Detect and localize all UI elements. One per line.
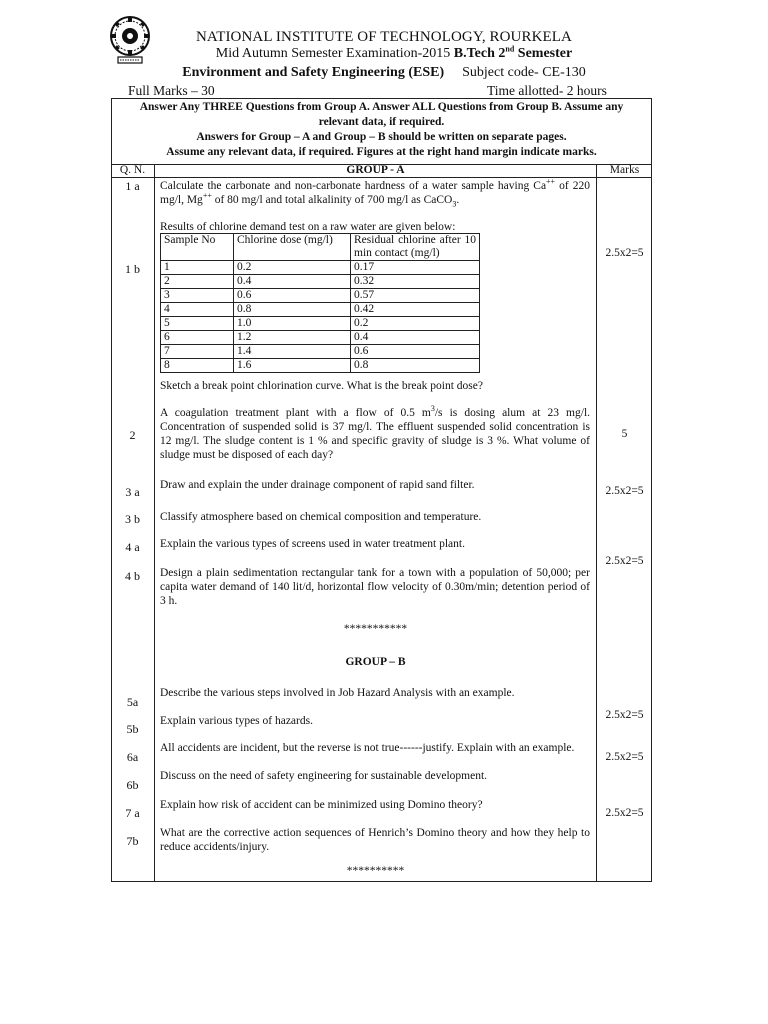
- table-row: 5 1.0 0.2: [161, 317, 480, 331]
- table-row: 2 0.4 0.32: [161, 275, 480, 289]
- table-header-cell: Chlorine dose (mg/l): [234, 234, 351, 261]
- column-divider: [596, 164, 597, 882]
- question-number: 1 b: [125, 262, 140, 276]
- subject-code: Subject code- CE-130: [462, 65, 586, 80]
- question-5b-text: Explain various types of hazards.: [160, 715, 313, 727]
- question-3a-text: Draw and explain the under drainage component of rapid sand filter.: [160, 479, 475, 491]
- question-number: 6b: [126, 778, 139, 792]
- marks-value: 5: [621, 428, 628, 440]
- table-row: 8 1.6 0.8: [161, 359, 480, 373]
- question-1a-text: Calculate the carbonate and non-carbonate hardness of a water sample having Ca++ of 220 mg/l, Mg++ of 80 mg/l and total alkalinity of 700 mg/l as CaCO$_3$.: [160, 177, 590, 209]
- table-row: 6 1.2 0.4: [161, 331, 480, 345]
- question-3b-text: Classify atmosphere based on chemical composition and temperature.: [160, 511, 482, 523]
- end-separator-stars: **********: [346, 865, 405, 877]
- question-number: 5b: [126, 722, 139, 736]
- marks-value: 2.5x2=5: [605, 247, 644, 259]
- question-4b-text: Design a plain sedimentation rectangular tank for a town with a population of 50,000; per capita water demand of 140 lit/d, horizontal flow velocity of 0.30m/min; detention period of 3 h.: [160, 567, 590, 607]
- question-number: 5a: [126, 695, 139, 709]
- group-a-heading: GROUP - A: [346, 164, 405, 176]
- question-number: 1 a: [125, 179, 140, 193]
- question-number: 4 a: [125, 540, 140, 554]
- question-5a-text: Describe the various steps involved in Job Hazard Analysis with an example.: [160, 687, 515, 699]
- question-2-text: A coagulation treatment plant with a flow of 0.5 $m^3/s$ is dosing alum at 23 mg/l. Concentration of suspended solid is 37 mg/l. The effluent suspended solid concentration is 12 mg/l. The sludge content is 1 % and specific gravity of sludge is 3 %. What volume of sludge must be disposed of each day?: [160, 404, 591, 461]
- question-number: 2: [129, 428, 136, 442]
- table-row: 3 0.6 0.57: [161, 289, 480, 303]
- marks-value: 2.5x2=5: [605, 709, 644, 721]
- chlorine-demand-table: [160, 233, 480, 373]
- column-header-marks: Marks: [609, 164, 640, 176]
- question-6a-text: All accidents are incident, but the reverse is not true------justify. Explain with an example.: [160, 742, 575, 754]
- table-header-cell: Sample No: [161, 234, 234, 261]
- question-4a-text: Explain the various types of screens used in water treatment plant.: [160, 538, 465, 550]
- marks-value: 2.5x2=5: [605, 555, 644, 567]
- table-header-row: [161, 234, 480, 261]
- group-b-heading: GROUP – B: [345, 656, 406, 668]
- exam-title: Mid Autumn Semester Examination-2015 B.Tech 2nd Semester: [215, 44, 573, 61]
- marks-value: 2.5x2=5: [605, 485, 644, 497]
- institute-name: NATIONAL INSTITUTE OF TECHNOLOGY, ROURKELA: [196, 29, 572, 45]
- question-number: 6a: [126, 750, 139, 764]
- question-number: 3 a: [125, 485, 140, 499]
- full-marks: Full Marks – 30: [128, 83, 215, 98]
- separator-stars: ***********: [343, 623, 408, 635]
- marks-value: 2.5x2=5: [605, 807, 644, 819]
- subject-line: Environment and Safety Engineering (ESE) Subject code- CE-130: [182, 65, 586, 80]
- column-header-qn: Q. N.: [119, 164, 146, 176]
- question-7b-text: What are the corrective action sequences of Henrich’s Domino theory and how they help to reduce accidents/injury.: [160, 827, 590, 853]
- question-number: 7 a: [125, 806, 140, 820]
- divider: [111, 177, 652, 178]
- marks-value: 2.5x2=5: [605, 751, 644, 763]
- table-row: 4 0.8 0.42: [161, 303, 480, 317]
- question-7a-text: Explain how risk of accident can be minimized using Domino theory?: [160, 799, 483, 811]
- column-divider: [154, 164, 155, 882]
- table-header-cell: Residual chlorine after 10 min contact (mg/l): [351, 234, 480, 261]
- question-6b-text: Discuss on the need of safety engineering for sustainable development.: [160, 770, 488, 782]
- instructions: Answer Any THREE Questions from Group A. Answer ALL Questions from Group B. Assume any relevant data, if required. Answers for Group – A and Group – B should be written on separate pages. Assume any relevant data, if required. Figures at the right hand margin indicate marks.: [139, 101, 624, 158]
- question-number: 4 b: [125, 569, 140, 583]
- table-row: 1 0.2 0.17: [161, 261, 480, 275]
- question-number: 7b: [126, 834, 139, 848]
- time-allotted: Time allotted- 2 hours: [487, 83, 607, 98]
- question-1b-outro: Sketch a break point chlorination curve. What is the break point dose?: [160, 380, 483, 392]
- table-row: 7 1.4 0.6: [161, 345, 480, 359]
- question-number: 3 b: [125, 512, 140, 526]
- question-1b-intro: Results of chlorine demand test on a raw water are given below:: [160, 221, 456, 233]
